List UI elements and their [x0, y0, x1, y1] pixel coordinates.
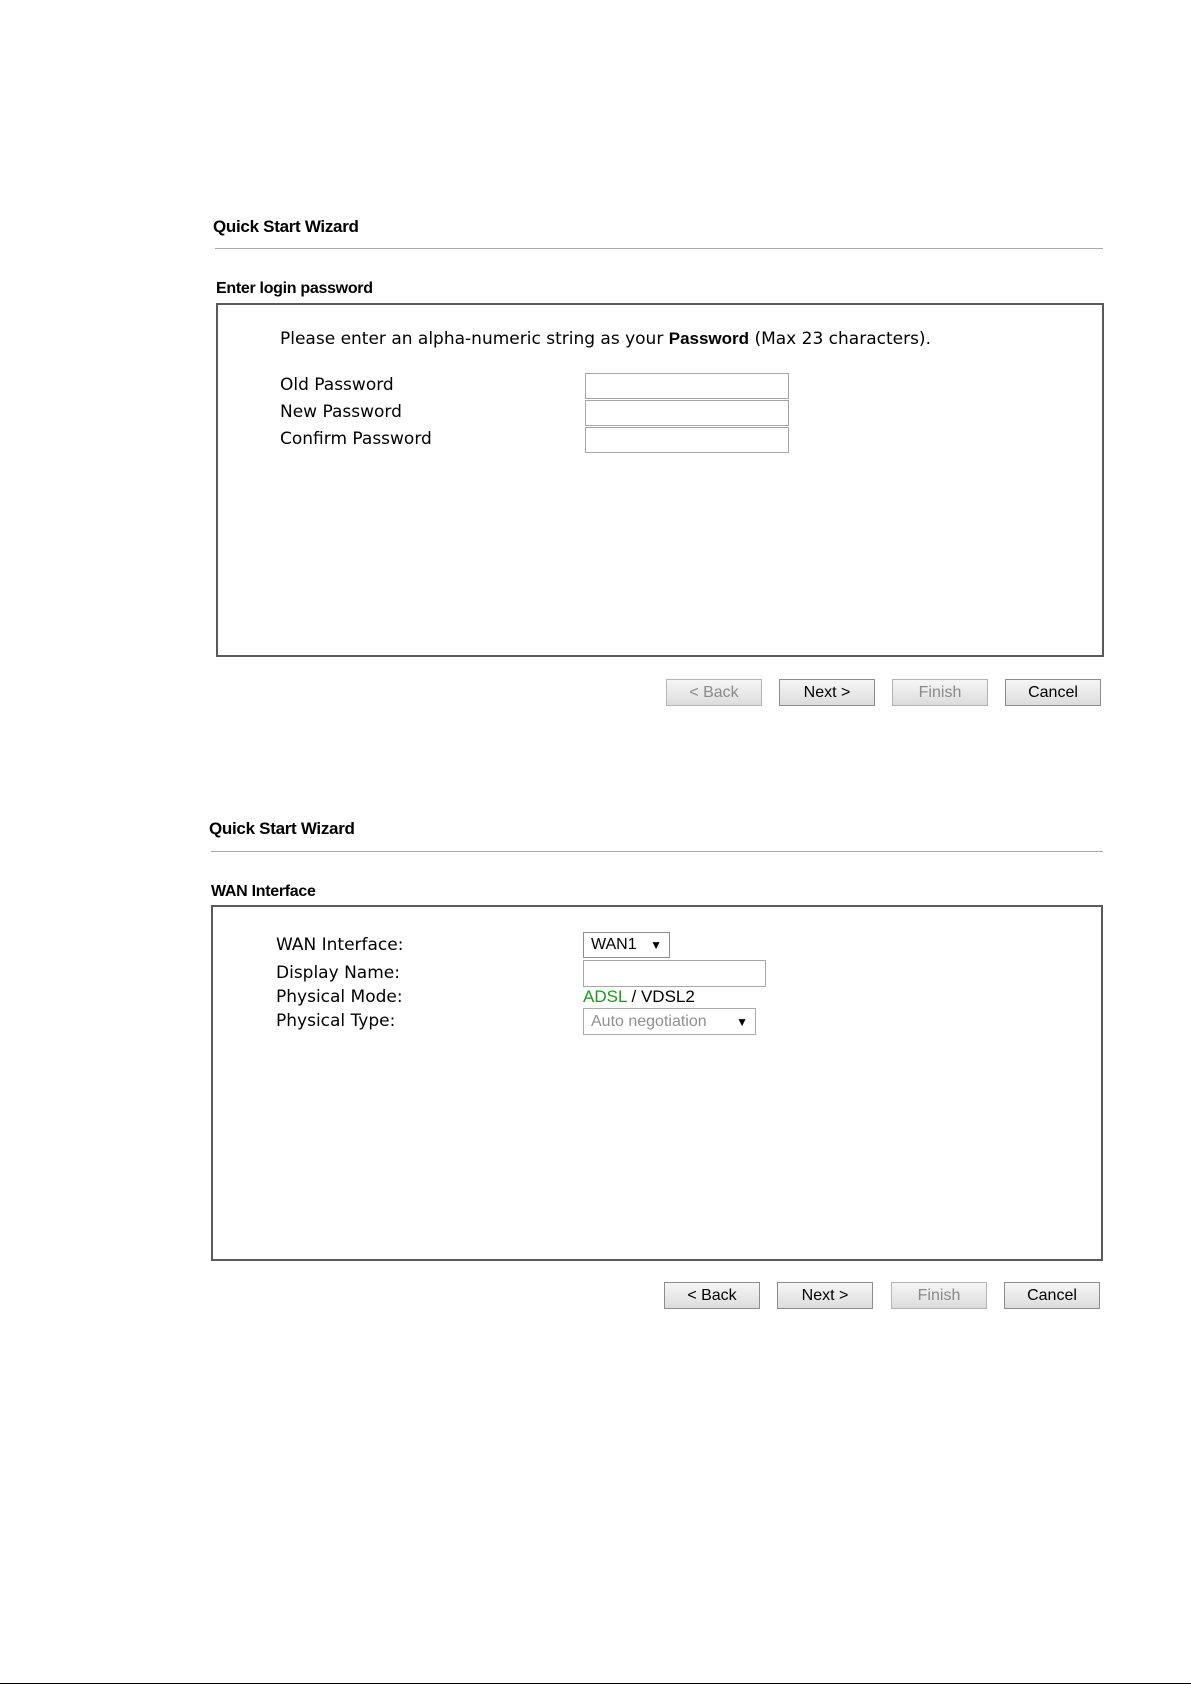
wizard-title: Quick Start Wizard — [213, 217, 359, 236]
page-bottom-border — [0, 1683, 1191, 1684]
physical-mode-adsl: ADSL — [583, 987, 627, 1006]
instruction-max-chars: (Max 23 characters). — [754, 329, 931, 349]
wizard-title: Quick Start Wizard — [209, 819, 355, 838]
new-password-label: New Password — [280, 402, 402, 422]
section-title: Enter login password — [216, 280, 373, 297]
cancel-button[interactable]: Cancel — [1005, 679, 1101, 706]
wan-interface-panel — [211, 905, 1103, 1261]
old-password-input[interactable] — [585, 373, 789, 399]
old-password-label: Old Password — [280, 375, 394, 395]
physical-type-select[interactable] — [583, 1008, 756, 1035]
password-instruction — [280, 329, 931, 349]
wan-interface-select[interactable] — [583, 932, 670, 958]
instruction-text: Please enter an alpha-numeric string as your — [280, 329, 664, 349]
display-name-label: Display Name: — [276, 963, 400, 983]
back-button[interactable]: < Back — [664, 1282, 760, 1309]
instruction-bold: Password — [668, 329, 750, 348]
confirm-password-label: Confirm Password — [280, 429, 432, 449]
title-divider — [211, 851, 1103, 852]
login-password-panel — [216, 303, 1104, 657]
dropdown-arrow-icon: ▼ — [736, 1014, 748, 1029]
physical-type-label: Physical Type: — [276, 1011, 396, 1031]
dropdown-arrow-icon: ▼ — [650, 938, 662, 952]
back-button[interactable]: < Back — [666, 679, 762, 706]
next-button[interactable]: Next > — [777, 1282, 873, 1309]
display-name-input[interactable] — [583, 960, 766, 987]
physical-mode-separator: / — [626, 987, 641, 1006]
finish-button[interactable]: Finish — [892, 679, 988, 706]
physical-type-selected: Auto negotiation — [591, 1012, 707, 1030]
title-divider — [215, 248, 1103, 249]
wan-interface-selected: WAN1 — [591, 936, 637, 953]
physical-mode-value — [583, 987, 695, 1007]
new-password-input[interactable] — [585, 400, 789, 426]
wan-interface-label: WAN Interface: — [276, 935, 404, 955]
confirm-password-input[interactable] — [585, 427, 789, 453]
physical-mode-label: Physical Mode: — [276, 987, 403, 1007]
cancel-button[interactable]: Cancel — [1004, 1282, 1100, 1309]
physical-mode-vdsl2: VDSL2 — [640, 987, 695, 1006]
next-button[interactable]: Next > — [779, 679, 875, 706]
finish-button[interactable]: Finish — [891, 1282, 987, 1309]
section-title: WAN Interface — [211, 883, 316, 900]
